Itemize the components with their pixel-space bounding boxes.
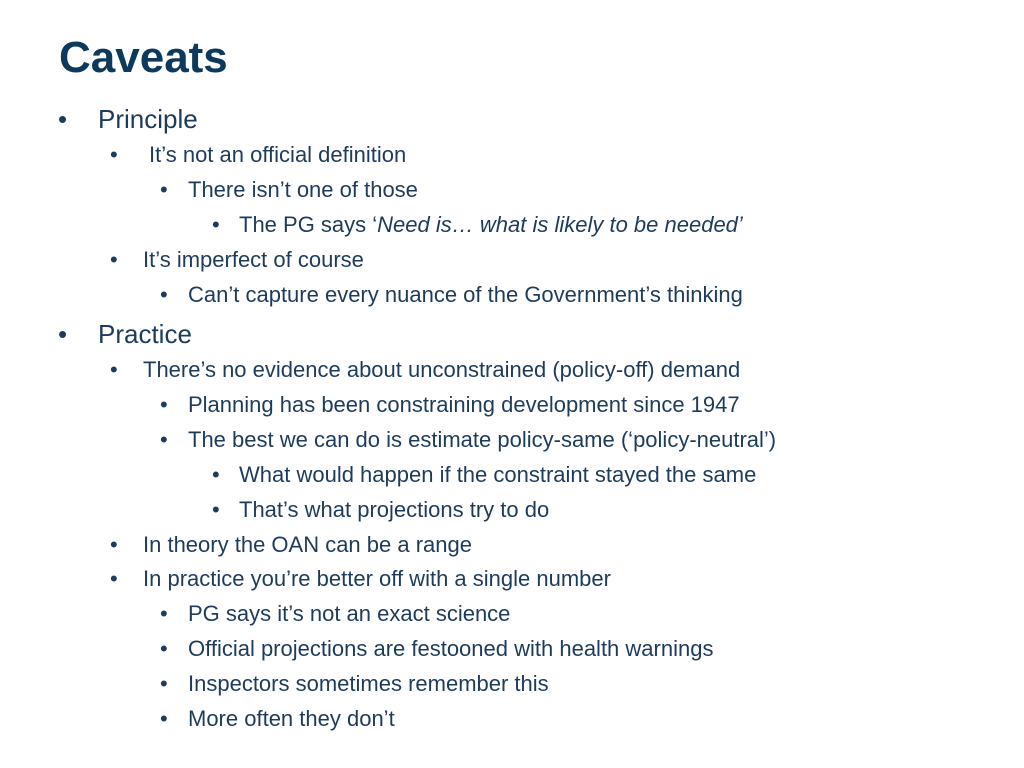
bullet-icon: • xyxy=(110,566,118,591)
bullet-icon: • xyxy=(212,497,220,522)
bullet-icon: • xyxy=(58,319,68,349)
bullet-icon: • xyxy=(212,462,220,487)
bullet-text: What would happen if the constraint stayed the same xyxy=(239,462,757,487)
bullet-icon: • xyxy=(160,671,168,696)
bullet-icon: • xyxy=(110,247,118,272)
quote-prefix: The PG says ‘ xyxy=(239,212,378,237)
bullet-text: In practice you’re better off with a single number xyxy=(143,566,611,591)
bullet-icon: • xyxy=(58,104,68,134)
bullet-text: That’s what projections try to do xyxy=(239,497,550,522)
bullet-text: PG says it’s not an exact science xyxy=(188,601,511,626)
slide-title: Caveats xyxy=(59,33,228,82)
bullet-text: Principle xyxy=(98,104,198,134)
bullet-text: Can’t capture every nuance of the Government’s thinking xyxy=(188,282,743,307)
bullet-text: Official projections are festooned with health warnings xyxy=(188,636,714,661)
bullet-text: It’s not an official definition xyxy=(149,142,407,167)
bullet-icon: • xyxy=(160,282,168,307)
bullet-icon: • xyxy=(160,636,168,661)
bullet-text: Inspectors sometimes remember this xyxy=(188,671,549,696)
bullet-text: The best we can do is estimate policy-same (‘policy-neutral’) xyxy=(188,427,777,452)
quote-emphasis: Need is… what is likely to be needed’ xyxy=(377,212,743,237)
bullet-text: There’s no evidence about unconstrained (policy-off) demand xyxy=(143,357,741,382)
bullet-text: More often they don’t xyxy=(188,706,395,731)
bullet-text: There isn’t one of those xyxy=(188,177,418,202)
bullet-icon: • xyxy=(160,706,168,731)
bullet-icon: • xyxy=(160,177,168,202)
bullet-icon: • xyxy=(212,212,220,237)
bullet-icon: • xyxy=(160,427,168,452)
bullet-icon: • xyxy=(160,601,168,626)
bullet-text: Planning has been constraining development since 1947 xyxy=(188,392,740,417)
bullet-text: Practice xyxy=(98,319,192,349)
bullet-icon: • xyxy=(160,392,168,417)
bullet-text xyxy=(239,210,743,240)
bullet-text: It’s imperfect of course xyxy=(143,247,364,272)
bullet-icon: • xyxy=(110,357,118,382)
bullet-text: In theory the OAN can be a range xyxy=(143,532,472,557)
bullet-icon: • xyxy=(110,142,118,167)
bullet-icon: • xyxy=(110,532,118,557)
